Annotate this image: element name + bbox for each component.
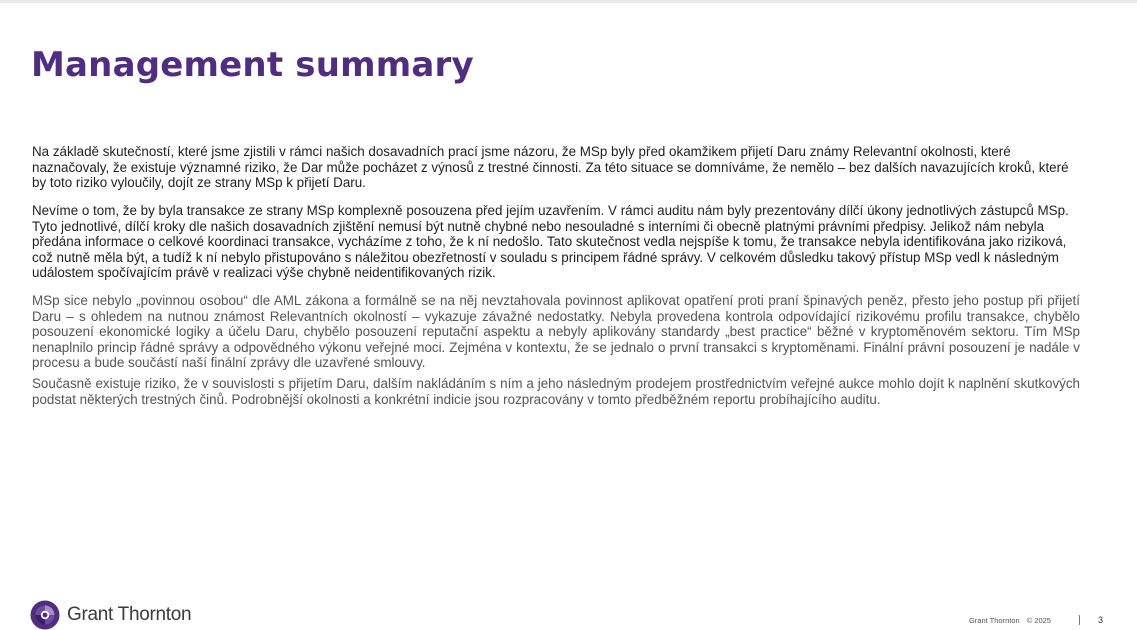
slide-title: Management summary bbox=[31, 45, 474, 85]
summary-paragraph-2: Nevíme o tom, že by byla transakce ze strany MSp komplexně posouzena před jejím uzavřením. V rámci auditu nám byly prezentovány dílčí úkony jednotlivých zástupců MSp. Tyto jednotlivé, dílčí kroky dle našich dosavadních zjištění nemusí být nutně chybné nebo nesouladné s interními či obecně platnými právními předpisy. Jelikož nám nebyla předána informace o celkové koordinaci transakce, vycházíme z toho, že k ní nedošlo. Tato skutečnost vedla nejspíše k tomu, že transakce nebyla identifikována jako riziková, což nutně měla být, a tudíž k ní nebylo přistupováno s náležitou obezřetností v souladu s principem řádné správy. V celkovém důsledku takový přístup MSp vedl k následným událostem spočívajícím právě v realizaci výše chybně neidentifikovaných rizik. bbox=[32, 203, 1069, 281]
summary-paragraph-4: Současně existuje riziko, že v souvislosti s přijetím Daru, dalším nakládáním s ním a jeho následným prodejem prostřednictvím veřejné aukce mohlo dojít k naplnění skutkových podstat některých trestných činů. Podrobnější okolnosti a konkrétní indicie jsou rozpracovány v tomto předběžném reportu probíhajícího auditu. bbox=[32, 376, 1080, 407]
footer-divider bbox=[1079, 615, 1080, 625]
logo-wordmark: Grant Thornton bbox=[67, 604, 192, 625]
footer-info bbox=[969, 615, 1103, 625]
footer-company: Grant Thornton bbox=[968, 615, 1020, 625]
grant-thornton-logo-icon bbox=[30, 600, 60, 630]
summary-paragraph-1: Na základě skutečností, které jsme zjistili v rámci našich dosavadních prací jsme názoru, že MSp byly před okamžikem přijetí Daru známy Relevantní okolnosti, které naznačovaly, že existuje významné riziko, že Dar může pocházet z výnosů z trestné činnosti. Za této situace se domníváme, že nemělo – bez dalších navazujících kroků, které by toto riziko vyloučily, dojít ze strany MSp k přijetí Daru. bbox=[32, 144, 1069, 191]
grant-thornton-logo bbox=[30, 600, 191, 630]
page-number: 3 bbox=[1097, 615, 1103, 625]
slide-top-border bbox=[0, 0, 1137, 3]
summary-paragraph-3: MSp sice nebylo „povinnou osobou“ dle AML zákona a formálně se na něj nevztahovala povinnost aplikovat opatření proti praní špinavých peněz, přesto jeho postup při přijetí Daru – s ohledem na nutnou známost Relevantních okolností – vykazuje závažné nedostatky. Nebyla provedena kontrola odpovídající rizikovému profilu transakce, chybělo posouzení ekonomické logiky a účelu Daru, chybělo posouzení reputační aspektu a nebyly aplikovány standardy „best practice“ běžné v kryptoměnovém sektoru. Tím MSp nenaplnilo princip řádné správy a odpovědného výkonu veřejné moci. Zejména v kontextu, že se jednalo o první transakci s kryptoměnami. Finální právní posouzení je nadále v procesu a bude součástí naší finální zprávy dle uzavřené smlouvy. bbox=[32, 293, 1080, 371]
footer-copyright: © 2025 bbox=[1026, 615, 1051, 625]
